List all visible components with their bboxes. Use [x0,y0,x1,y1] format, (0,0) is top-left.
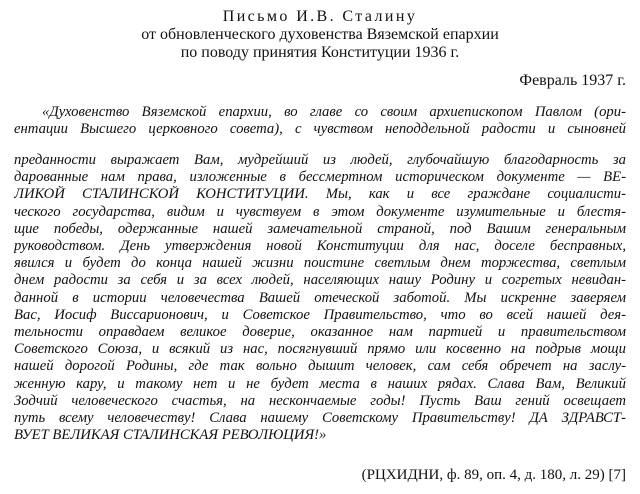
text-line: руководством. День утверждения новой Конституции для нас, доселе бесправных, [14,238,626,255]
paragraph-main [14,152,626,444]
text-line: путь всему человечеству! Слава нашему Советскому Правительству! ДА ЗДРАВСТ- [14,410,626,427]
paragraph-opening [14,104,626,138]
letter-date: Февраль 1937 г. [519,72,626,89]
text-line: Зодчий человеческого счастья, на нескончаемые годы! Пусть Ваш гений освещает [14,392,626,409]
letter-subtitle-line-1: от обновленческого духовенства Вяземской епархии [141,26,499,43]
text-line: Вас, Иосиф Виссарионович, и Советское Правительство, что во всей нашей дея- [14,306,626,323]
archive-source-citation: (РЦХИДНИ, ф. 89, оп. 4, д. 180, л. 29) [7] [361,467,626,483]
letter-title: Письмо И.В. Сталину [222,8,418,25]
text-line: нашей дорогой Родины, где так вольно дышит человек, сам себя обречет на заслу- [14,358,626,375]
text-line: явился и будет до конца нашей жизни поистине светлым днем торжества, светлым [14,255,626,272]
text-line: ческого государства, видим и чувствуем в этом документе изумительные и блестя- [14,203,626,220]
text-line: ЛИКОЙ СТАЛИНСКОЙ КОНСТИТУЦИИ. Мы, как и все граждане социалисти- [14,186,626,203]
text-line: тельности оправдаем великое доверие, оказанное нам партией и правительством [14,324,626,341]
text-line: ентации Высшего церковного совета), с чувством неподдельной радости и сыновней [14,121,626,138]
text-line: ВУЕТ ВЕЛИКАЯ СТАЛИНСКАЯ РЕВОЛЮЦИЯ!» [14,427,327,444]
text-line: щие победы, одержанные нашей замечательной страной, под Вашим генеральным [14,220,626,237]
text-line: дарованные нам права, изложенные в бессмертном историческом документе — ВЕ- [14,169,626,186]
text-line: преданности выражает Вам, мудрейший из людей, глубочайшую благодарность за [14,152,626,168]
text-line: данной в истории человечества Вашей отеческой заботой. Мы искренне заверяем [14,289,626,306]
text-line: женную кару, и такому нет и не будет места в наших рядах. Слава Вам, Великий [14,375,626,392]
text-line: днем радости за себя и за всех людей, населяющих нашу Родину и согретых невидан- [14,272,626,289]
text-line: Советского Союза, и всякий из нас, посягнувший прямо или косвенно на подрыв мощи [14,341,626,358]
letter-subtitle-line-2: по поводу принятия Конституции 1936 г. [180,44,460,61]
text-line: «Духовенство Вяземской епархии, во главе со своим архиепископом Павлом (ори- [42,104,626,120]
